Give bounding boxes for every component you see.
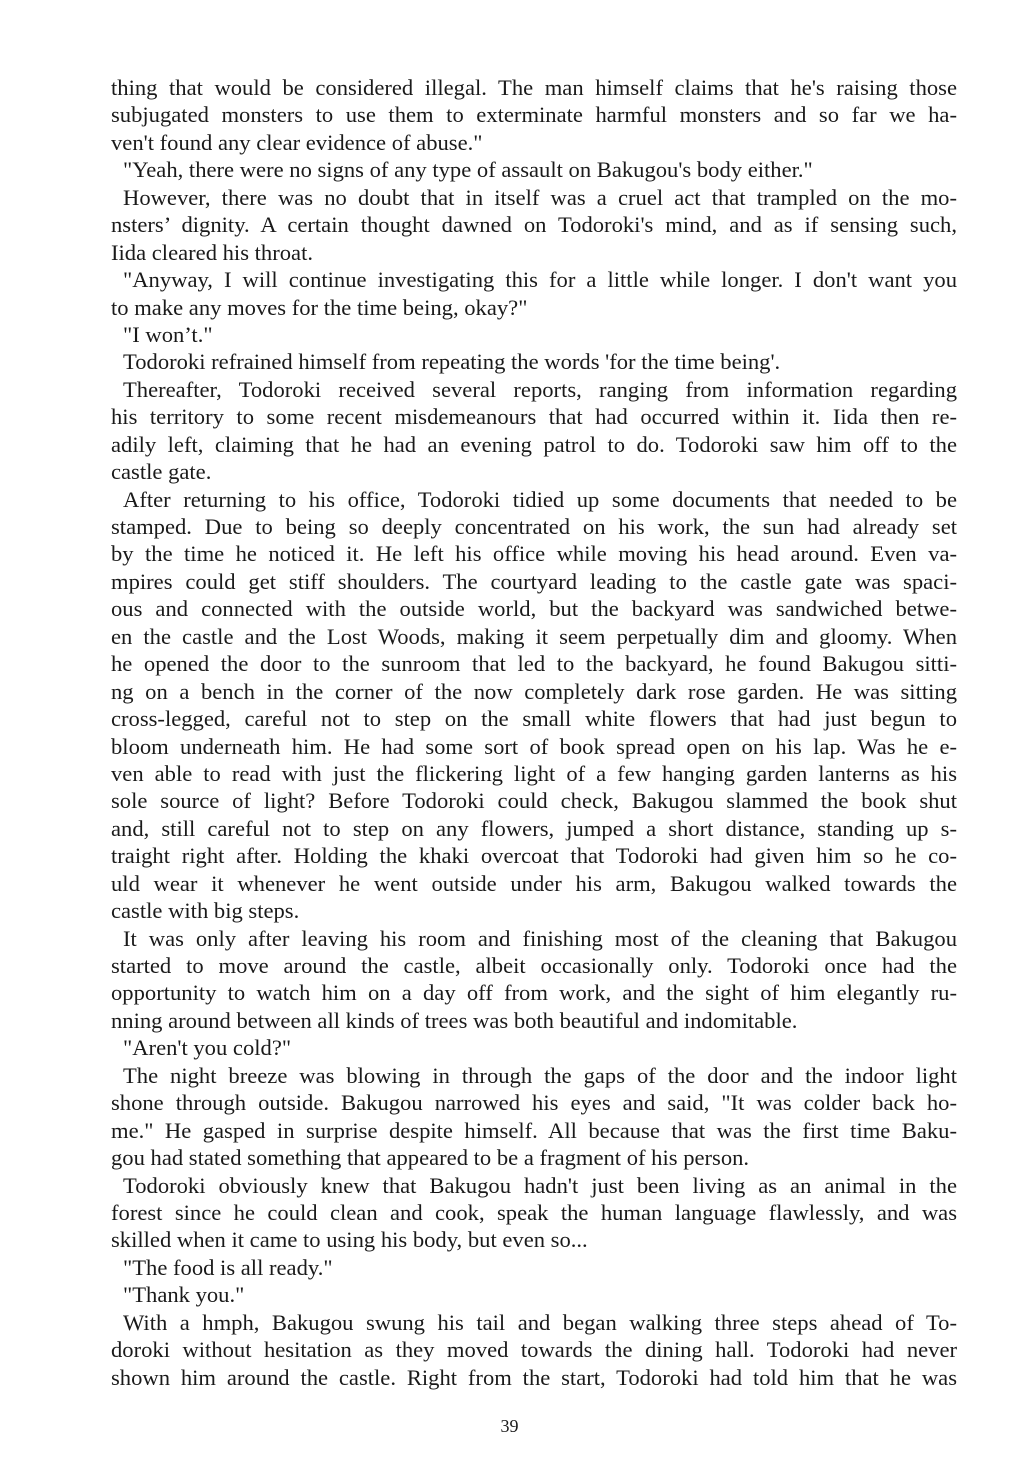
text-line: ven able to read with just the flickering light of a few hanging garden lanterns as his <box>111 760 957 786</box>
text-line: Todoroki obviously knew that Bakugou hadn't just been living as an animal in the <box>123 1172 957 1198</box>
text-line: Iida cleared his throat. <box>111 239 313 265</box>
text-line: ven't found any clear evidence of abuse." <box>111 129 483 155</box>
text-line: thing that would be considered illegal. The man himself claims that he's raising those <box>111 75 957 100</box>
text-line: he opened the door to the sunroom that led to the backyard, he found Bakugou sitti- <box>111 651 957 677</box>
text-line: to make any moves for the time being, okay?" <box>111 294 528 320</box>
text-line: and, still careful not to step on any flowers, jumped a short distance, standing up s- <box>111 815 957 841</box>
text-line: me." He gasped in surprise despite himself. All because that was the first time Baku- <box>111 1117 957 1143</box>
text-line: doroki without hesitation as they moved towards the dining hall. Todoroki had never <box>111 1337 957 1363</box>
text-line: stamped. Due to being so deeply concentrated on his work, the sun had already set <box>111 514 957 539</box>
text-line: "Anyway, I will continue investigating this for a little while longer. I don't want you <box>123 267 957 293</box>
text-line: nsters’ dignity. A certain thought dawned on Todoroki's mind, and as if sensing such, <box>111 212 957 238</box>
text-line: bloom underneath him. He had some sort of book spread open on his lap. Was he e- <box>111 733 957 759</box>
text-line: traight right after. Holding the khaki overcoat that Todoroki had given him so he co- <box>111 843 957 869</box>
text-line: subjugated monsters to use them to exterminate harmful monsters and so far we ha- <box>111 102 957 128</box>
text-line: gou had stated something that appeared to be a fragment of his person. <box>111 1145 750 1171</box>
text-line: opportunity to watch him on a day off from work, and the sight of him elegantly ru- <box>111 980 957 1006</box>
text-line: shone through outside. Bakugou narrowed his eyes and said, "It was colder back ho- <box>111 1090 957 1116</box>
text-line: sole source of light? Before Todoroki could check, Bakugou slammed the book shut <box>111 788 957 814</box>
text-line: "Yeah, there were no signs of any type of assault on Bakugou's body either." <box>123 157 813 183</box>
text-line: It was only after leaving his room and finishing most of the cleaning that Bakugou <box>123 925 957 951</box>
text-line: skilled when it came to using his body, but even so... <box>111 1227 588 1253</box>
text-line: ng on a bench in the corner of the now completely dark rose garden. He was sitting <box>111 678 957 704</box>
text-line: "I won’t." <box>123 321 213 347</box>
text-line: cross-legged, careful not to step on the small white flowers that had just begun to <box>111 706 957 732</box>
text-line: However, there was no doubt that in itself was a cruel act that trampled on the mo- <box>123 184 957 210</box>
text-line: castle with big steps. <box>111 898 300 924</box>
text-line: en the castle and the Lost Woods, making it seem perpetually dim and gloomy. When <box>111 623 957 649</box>
text-line: uld wear it whenever he went outside under his arm, Bakugou walked towards the <box>111 870 957 896</box>
text-line: forest since he could clean and cook, speak the human language flawlessly, and was <box>111 1199 957 1225</box>
text-line: by the time he noticed it. He left his office while moving his head around. Even va- <box>111 541 957 567</box>
text-line: castle gate. <box>111 459 212 485</box>
text-line: mpires could get stiff shoulders. The courtyard leading to the castle gate was spaci- <box>111 568 957 594</box>
page-number: 39 <box>500 1416 519 1436</box>
text-line: "The food is all ready." <box>123 1254 333 1280</box>
text-line: After returning to his office, Todoroki tidied up some documents that needed to be <box>123 486 957 512</box>
text-line: his territory to some recent misdemeanours that had occurred within it. Iida then re- <box>111 404 957 430</box>
body-text <box>111 74 957 1391</box>
text-line: "Aren't you cold?" <box>123 1035 292 1061</box>
text-line: With a hmph, Bakugou swung his tail and began walking three steps ahead of To- <box>123 1309 957 1335</box>
text-line: ous and connected with the outside world, but the backyard was sandwiched betwe- <box>111 596 957 622</box>
text-line: The night breeze was blowing in through the gaps of the door and the indoor light <box>123 1062 957 1088</box>
text-line: nning around between all kinds of trees was both beautiful and indomitable. <box>111 1007 798 1033</box>
text-line: adily left, claiming that he had an evening patrol to do. Todoroki saw him off to the <box>111 431 957 457</box>
text-line: Todoroki refrained himself from repeating the words 'for the time being'. <box>123 349 781 375</box>
text-line: Thereafter, Todoroki received several reports, ranging from information regarding <box>123 376 957 402</box>
text-line: started to move around the castle, albeit occasionally only. Todoroki once had the <box>111 953 957 978</box>
text-line: shown him around the castle. Right from the start, Todoroki had told him that he was <box>111 1364 957 1390</box>
text-line: "Thank you." <box>123 1282 245 1308</box>
